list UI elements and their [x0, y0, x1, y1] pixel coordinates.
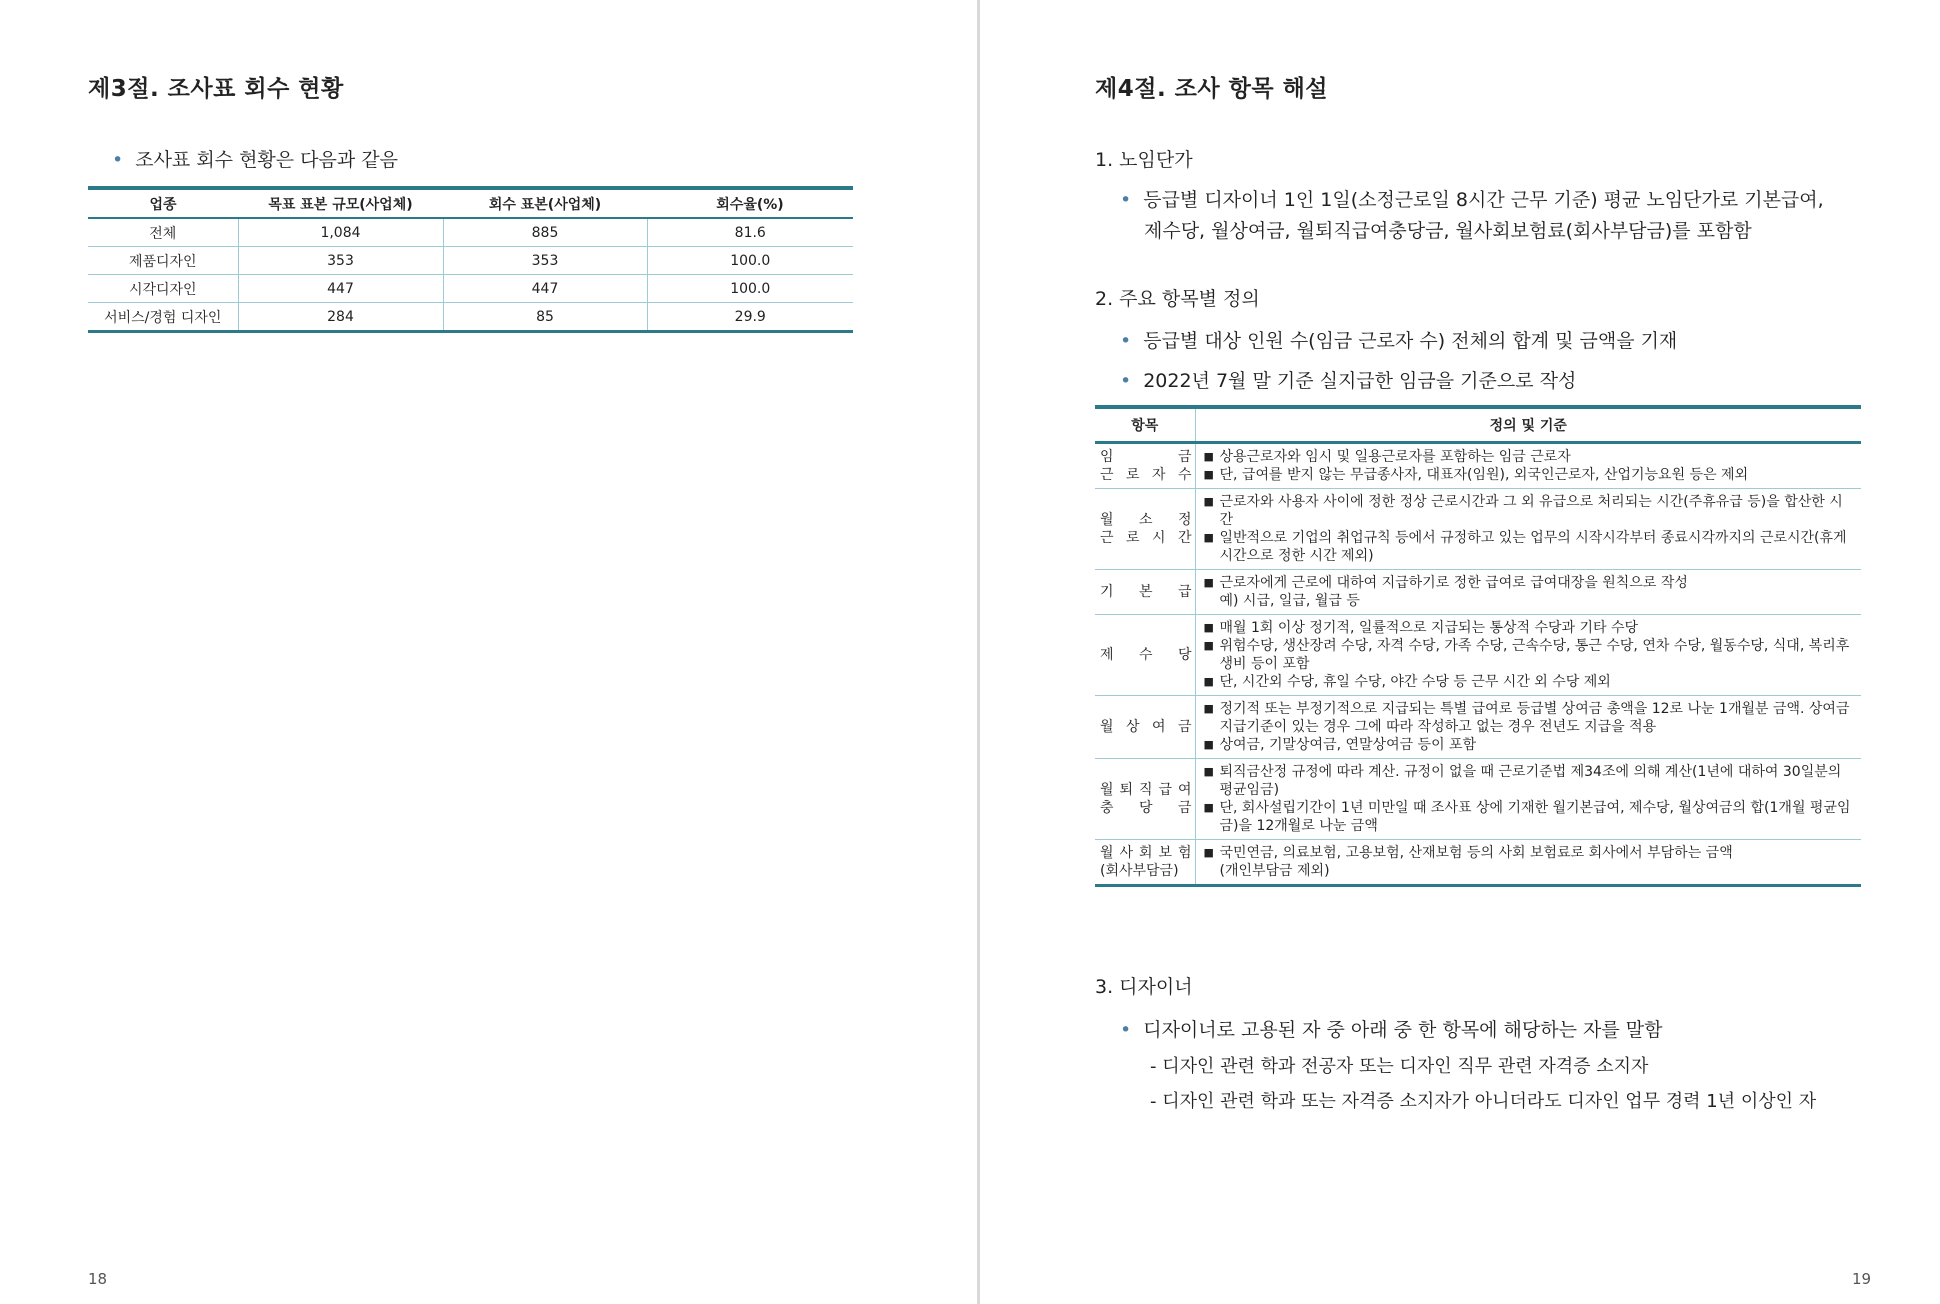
term-cell [1095, 840, 1195, 886]
definition-text: 일반적으로 기업의 취업규칙 등에서 규정하고 있는 업무의 시작시각부터 종료시각까지의 근로시간(휴게시간으로 정한 시간 제외) [1219, 530, 1847, 564]
table-header-row [1095, 407, 1861, 443]
term-char: 시 [1151, 530, 1166, 546]
definition-text: 매월 1회 이상 정기적, 일률적으로 지급되는 통상적 수당과 기타 수당 [1219, 620, 1639, 636]
definition-item [1204, 529, 1856, 565]
term-char: 상 [1125, 719, 1140, 735]
term-char: 근 [1100, 530, 1114, 546]
bullet-text: 2022년 7월 말 기준 실지급한 임금을 기준으로 작성 [1143, 370, 1577, 392]
definition-cell [1195, 443, 1861, 489]
term-char: 월 [1100, 845, 1114, 861]
term-line [1100, 799, 1192, 817]
term-char: 임 [1100, 449, 1114, 465]
term-cell [1095, 759, 1195, 840]
definition-cell [1195, 759, 1861, 840]
square-bullet-icon: ■ [1203, 675, 1214, 688]
term-char: 소 [1138, 512, 1153, 528]
square-bullet-icon: ■ [1203, 576, 1214, 589]
bullet-dot-icon: • [112, 149, 124, 171]
table-cell: 81.6 [647, 218, 853, 247]
definition-text: 상여금, 기말상여금, 연말상여금 등이 포함 [1219, 737, 1477, 753]
table-cell: 447 [238, 275, 443, 303]
definition-text: 단, 회사설립기간이 1년 미만일 때 조사표 상에 기재한 월기본급여, 제수당, 월상여금의 합(1개월 평균임금)을 12개월로 나눈 금액 [1219, 800, 1851, 834]
definition-cell [1195, 840, 1861, 886]
table-cell: 85 [443, 303, 647, 332]
term-line [1100, 781, 1192, 799]
definition-cell [1195, 696, 1861, 759]
table-cell: 전체 [88, 218, 238, 247]
definition-item [1204, 619, 1856, 637]
term-char: 보 [1158, 845, 1172, 861]
term-line [1100, 448, 1192, 466]
square-bullet-icon: ■ [1203, 450, 1214, 463]
column-header: 항목 [1095, 407, 1195, 443]
term-char: 충 [1100, 800, 1114, 816]
column-header: 정의 및 기준 [1195, 407, 1861, 443]
term-char: 금 [1177, 719, 1192, 735]
bullet-dot-icon: • [1120, 189, 1132, 211]
table-row [88, 247, 853, 275]
definition-cell [1195, 615, 1861, 696]
term-char: 본 [1138, 584, 1153, 600]
term-char: 자 [1151, 467, 1166, 483]
bullet-item [1120, 326, 1677, 353]
definition-cell [1195, 570, 1861, 615]
table-cell: 서비스/경험 디자인 [88, 303, 238, 332]
bullet-item [1120, 1015, 1662, 1042]
table-cell: 시각디자인 [88, 275, 238, 303]
term-char: 당 [1138, 800, 1153, 816]
square-bullet-icon: ■ [1203, 765, 1214, 778]
table-row [88, 303, 853, 332]
table-row [1095, 840, 1861, 886]
term-char: 당 [1177, 647, 1192, 663]
table-cell: 100.0 [647, 275, 853, 303]
term-char: 사 [1119, 845, 1134, 861]
term-char: 급 [1158, 782, 1172, 798]
term-char: 월 [1100, 782, 1114, 798]
term-char: 금 [1177, 800, 1192, 816]
table-row [1095, 759, 1861, 840]
definition-text: 위험수당, 생산장려 수당, 자격 수당, 가족 수당, 근속수당, 통근 수당, 연차 수당, 월동수당, 식대, 복리후생비 등이 포함 [1219, 638, 1850, 672]
term-line [1100, 718, 1192, 736]
term-cell [1095, 696, 1195, 759]
table-row [88, 218, 853, 247]
square-bullet-icon: ■ [1203, 639, 1214, 652]
table-row [1095, 489, 1861, 570]
term-char: 급 [1177, 584, 1192, 600]
definition-item [1204, 799, 1856, 835]
section-title: 제4절. 조사 항목 해설 [1095, 76, 1329, 102]
definition-text: 국민연금, 의료보험, 고용보험, 산재보험 등의 사회 보험료로 회사에서 부담하는 금액 (개인부담금 제외) [1219, 845, 1733, 879]
page-number: 18 [88, 1270, 108, 1288]
page-divider [977, 0, 980, 1304]
term-char: 금 [1177, 449, 1192, 465]
square-bullet-icon: ■ [1203, 468, 1214, 481]
bullet-text: 디자이너로 고용된 자 중 아래 중 한 항목에 해당하는 자를 말함 [1143, 1019, 1663, 1041]
square-bullet-icon: ■ [1203, 738, 1214, 751]
term-char: 험 [1177, 845, 1192, 861]
column-header: 회수율(%) [647, 188, 853, 218]
term-cell [1095, 443, 1195, 489]
definition-text: 근로자와 사용자 사이에 정한 정상 근로시간과 그 외 유급으로 처리되는 시간(주휴유급 등)을 합산한 시간 [1219, 494, 1843, 528]
term-char: 회 [1138, 845, 1153, 861]
table-cell: 885 [443, 218, 647, 247]
square-bullet-icon: ■ [1203, 846, 1214, 859]
table-header-row [88, 188, 853, 218]
dash-item [1150, 1052, 1648, 1078]
term-cell [1095, 489, 1195, 570]
dash-text: 디자인 관련 학과 또는 자격증 소지자가 아니더라도 디자인 업무 경력 1년 이상인 자 [1162, 1091, 1817, 1112]
bullet-item [112, 145, 398, 172]
item-heading: 3. 디자이너 [1095, 976, 1193, 998]
bullet-text: 등급별 대상 인원 수(임금 근로자 수) 전체의 합계 및 금액을 기재 [1143, 330, 1678, 352]
term-char: 로 [1125, 467, 1140, 483]
term-char: 직 [1138, 782, 1153, 798]
term-char: 월 [1100, 719, 1114, 735]
item-heading: 2. 주요 항목별 정의 [1095, 288, 1260, 310]
term-char: 간 [1177, 530, 1192, 546]
definition-text: 근로자에게 근로에 대하여 지급하기로 정한 급여로 급여대장을 원칙으로 작성 예) 시급, 일급, 월급 등 [1219, 575, 1688, 609]
table-cell: 447 [443, 275, 647, 303]
bullet-text-continued: 제수당, 월상여금, 월퇴직급여충당금, 월사회보험료(회사부담금)를 포함함 [1144, 220, 1752, 242]
definition-text: 단, 시간외 수당, 휴일 수당, 야간 수당 등 근무 시간 외 수당 제외 [1219, 674, 1611, 690]
definition-item [1204, 673, 1856, 691]
collection-status-table [88, 186, 853, 333]
bullet-item [1120, 185, 1865, 247]
dash-text: 디자인 관련 학과 전공자 또는 디자인 직무 관련 자격증 소지자 [1162, 1056, 1649, 1077]
definition-item [1204, 736, 1856, 754]
table-row [1095, 696, 1861, 759]
definition-item [1204, 448, 1856, 466]
definition-item [1204, 637, 1856, 673]
bullet-text: 조사표 회수 현황은 다음과 같음 [135, 149, 398, 171]
column-header: 업종 [88, 188, 238, 218]
column-header: 목표 표본 규모(사업체) [238, 188, 443, 218]
term-char: 월 [1100, 512, 1114, 528]
bullet-dot-icon: • [1120, 370, 1132, 392]
page-number: 19 [1852, 1270, 1872, 1288]
term-line [1100, 844, 1192, 862]
definition-text: 퇴직금산정 규정에 따라 계산. 규정이 없을 때 근로기준법 제34조에 의해 계산(1년에 대하여 30일분의 평균임금) [1219, 764, 1842, 798]
table-cell: 29.9 [647, 303, 853, 332]
term-cell [1095, 615, 1195, 696]
definition-table [1095, 405, 1861, 887]
table-cell: 353 [443, 247, 647, 275]
dash-item [1150, 1087, 1816, 1113]
column-header: 회수 표본(사업체) [443, 188, 647, 218]
table-row [88, 275, 853, 303]
term-line [1100, 583, 1192, 601]
definition-item [1204, 466, 1856, 484]
table-cell: 284 [238, 303, 443, 332]
term-char: 수 [1177, 467, 1192, 483]
square-bullet-icon: ■ [1203, 702, 1214, 715]
definition-text: 단, 급여를 받지 않는 무급종사자, 대표자(임원), 외국인근로자, 산업기능요원 등은 제외 [1219, 467, 1749, 483]
definition-item [1204, 574, 1856, 610]
bullet-item [1120, 366, 1576, 393]
term-line [1100, 646, 1192, 664]
bullet-text: 등급별 디자이너 1인 1일(소정근로일 8시간 근무 기준) 평균 노임단가로 기본급여, [1143, 189, 1824, 211]
term-line [1100, 529, 1192, 547]
definition-text: 정기적 또는 부정기적으로 지급되는 특별 급여로 등급별 상여금 총액을 12로 나눈 1개월분 금액. 상여금지급기준이 있는 경우 그에 따라 작성하고 없는 경우 전년도 지급을 적용 [1219, 701, 1850, 735]
table-cell: 1,084 [238, 218, 443, 247]
term-line [1100, 511, 1192, 529]
term-char: 여 [1177, 782, 1192, 798]
term-char: (회사부담금) [1100, 863, 1179, 879]
term-char: 기 [1100, 584, 1114, 600]
table-cell: 353 [238, 247, 443, 275]
square-bullet-icon: ■ [1203, 621, 1214, 634]
dash-glyph: - [1150, 1091, 1163, 1112]
term-char: 정 [1177, 512, 1192, 528]
term-cell [1095, 570, 1195, 615]
term-char: 퇴 [1119, 782, 1134, 798]
table-row [1095, 443, 1861, 489]
table-row [1095, 615, 1861, 696]
bullet-dot-icon: • [1120, 330, 1132, 352]
definition-item [1204, 763, 1856, 799]
bullet-dot-icon: • [1120, 1019, 1132, 1041]
definition-item [1204, 493, 1856, 529]
term-line [1100, 466, 1192, 484]
definition-item [1204, 700, 1856, 736]
term-char: 근 [1100, 467, 1114, 483]
section-title: 제3절. 조사표 회수 현황 [88, 76, 344, 102]
term-char: 수 [1138, 647, 1153, 663]
term-char: 여 [1151, 719, 1166, 735]
dash-glyph: - [1150, 1056, 1163, 1077]
table-cell: 제품디자인 [88, 247, 238, 275]
definition-cell [1195, 489, 1861, 570]
item-heading: 1. 노임단가 [1095, 149, 1193, 171]
term-line [1100, 862, 1192, 880]
term-char: 제 [1100, 647, 1114, 663]
table-cell: 100.0 [647, 247, 853, 275]
term-char: 로 [1125, 530, 1140, 546]
square-bullet-icon: ■ [1203, 801, 1214, 814]
square-bullet-icon: ■ [1203, 531, 1214, 544]
table-row [1095, 570, 1861, 615]
square-bullet-icon: ■ [1203, 495, 1214, 508]
definition-item [1204, 844, 1856, 880]
definition-text: 상용근로자와 임시 및 일용근로자를 포함하는 임금 근로자 [1219, 449, 1571, 465]
